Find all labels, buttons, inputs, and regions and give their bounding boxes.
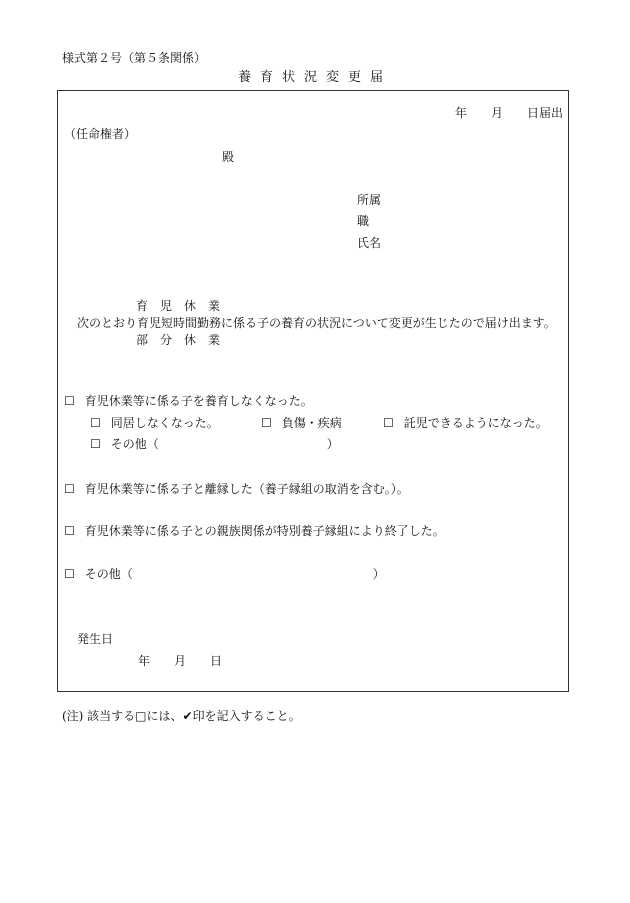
item-1-sub-4-checkbox[interactable]: ☐: [90, 437, 101, 451]
item-1-sub-3-label: 託児できるようになった。: [403, 416, 548, 430]
leave-type-childcare: 育 児 休 業: [136, 299, 221, 313]
footnote: (注) 該当する□には、✔印を記入すること。: [62, 709, 301, 723]
item-4: [64, 567, 385, 581]
item-1-sub-1: [90, 416, 219, 430]
item-1-sub-4: [90, 437, 339, 451]
item-1-sub-3-checkbox[interactable]: ☐: [383, 416, 394, 430]
item-1-sub-2: [261, 416, 342, 430]
item-3-checkbox[interactable]: ☐: [64, 524, 75, 538]
form-number: 様式第２号（第５条関係）: [62, 51, 207, 65]
body-text: 次のとおり育児短時間勤務に係る子の養育の状況について変更が生じたので届け出ます。: [77, 316, 556, 330]
occurrence-date: 年 月 日: [138, 654, 223, 668]
item-1-sub-2-label: 負傷・疾病: [281, 416, 342, 430]
form-frame: [57, 90, 569, 692]
item-3: [64, 524, 445, 538]
item-2-label: 育児休業等に係る子と離縁した（養子縁組の取消を含む。）。: [84, 482, 409, 496]
item-1-sub-1-checkbox[interactable]: ☐: [90, 416, 101, 430]
name-label: 氏名: [357, 236, 382, 250]
item-1-sub-4-label: その他（ ）: [110, 437, 339, 451]
item-2-checkbox[interactable]: ☐: [64, 482, 75, 496]
form-title: 養育状況変更届: [237, 70, 392, 85]
item-4-checkbox[interactable]: ☐: [64, 567, 75, 581]
position-label: 職: [357, 214, 370, 228]
item-1-label: 育児休業等に係る子を養育しなくなった。: [84, 394, 313, 408]
item-1-sub-1-label: 同居しなくなった。: [110, 416, 219, 430]
honorific-label: 殿: [222, 150, 235, 164]
occurrence-label: 発生日: [77, 632, 114, 646]
item-1-sub-3: [383, 416, 548, 430]
item-1-sub-2-checkbox[interactable]: ☐: [261, 416, 272, 430]
appointer-label: （任命権者）: [64, 127, 137, 141]
affiliation-label: 所属: [357, 193, 382, 207]
item-4-label: その他（ ）: [84, 567, 385, 581]
item-2: [64, 482, 409, 496]
item-3-label: 育児休業等に係る子との親族関係が特別養子縁組により終了した。: [84, 524, 445, 538]
item-1-checkbox[interactable]: ☐: [64, 394, 75, 408]
submission-date: 年 月 日届出: [455, 106, 564, 120]
item-1: [64, 394, 313, 408]
leave-type-partial: 部 分 休 業: [136, 333, 221, 347]
